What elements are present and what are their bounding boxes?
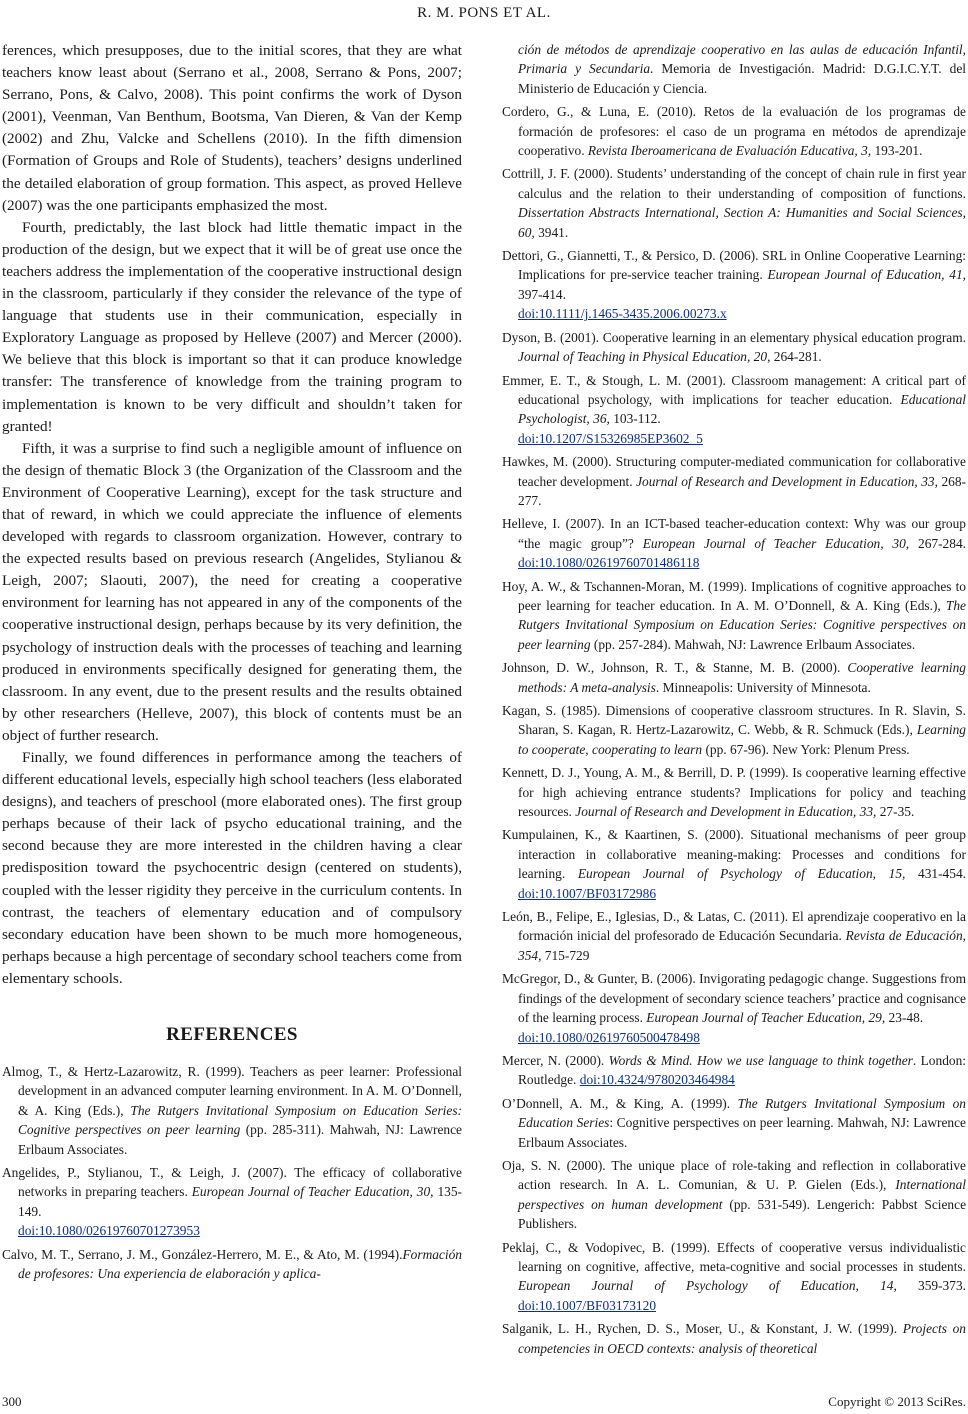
reference-text: (pp. 531-549). Lengerich: Pabbst Science Publishers.: [518, 1196, 967, 1232]
reference-entry: [502, 40, 966, 98]
doi-link[interactable]: doi:10.1080/02619760701486118: [518, 555, 700, 571]
reference-text: Johnson, D. W., Johnson, R. T., & Stanne, M. B. (2000).: [502, 660, 848, 676]
reference-text: Kennett, D. J., Young, A. M., & Berrill, D. P. (1999). Is cooperative learning effective for high achieving entrance students? Implications for policy and teaching resources.: [502, 765, 966, 820]
reference-source: Dissertation Abstracts International, Section A: Humanities and Social Sciences, 60,: [518, 205, 966, 240]
reference-entry: [502, 825, 966, 903]
reference-source: European Journal of Teacher Education, 30,: [191, 1184, 434, 1200]
reference-text: (pp. 285-311). Mahwah, NJ: Lawrence Erlbaum Associates.: [18, 1122, 462, 1157]
reference-text: 359-373.: [896, 1278, 966, 1294]
reference-entry: [502, 763, 966, 821]
reference-source: Projects on competencies in OECD contexts: analysis of theoretical: [518, 1321, 967, 1356]
reference-text: 268-277.: [518, 473, 966, 508]
reference-text: 27-35.: [876, 804, 915, 820]
reference-source: Formación de profesores: Una experiencia de elaboración y aplica-: [18, 1246, 462, 1282]
doi-link[interactable]: doi:10.1111/j.1465-3435.2006.00273.x: [518, 306, 727, 322]
body-paragraph: ferences, which presupposes, due to the initial scores, that they are what teachers know least about (Serrano et al., 2008, Serrano & Pons, 2007; Serrano, Pons, & Calvo, 2008). This point confirms the work of Dyson (2001), Veenman, Van Benthum, Bootsma, Van Dieren, & Van der Kemp (2002) and Zhu, Valcke and Schellens (2010). In the fifth dimension (Formation of Groups and Role of Students), teachers’ designs underlined the detailed elaboration of group formation. This aspect, as proved Helleve (2007) was the one participants emphasized the most.: [2, 42, 462, 214]
reference-text: 23-48.: [885, 1010, 924, 1026]
reference-text: O’Donnell, A. M., & King, A. (1999).: [502, 1095, 738, 1111]
reference-text: . Minneapolis: University of Minnesota.: [655, 679, 871, 695]
reference-entry: [502, 1319, 966, 1358]
reference-source: Learning to cooperate, cooperating to learn: [518, 722, 966, 757]
reference-source: Educational Psychologist, 36,: [518, 391, 966, 427]
references-list-left: [2, 1062, 462, 1283]
reference-entry: [502, 102, 966, 160]
reference-entry: [2, 1163, 462, 1241]
copyright-notice: Copyright © 2013 SciRes.: [828, 1394, 966, 1409]
reference-text: (pp. 257-284). Mahwah, NJ: Lawrence Erlbaum Associates.: [590, 636, 916, 652]
right-column: [502, 40, 966, 1362]
reference-text: . London: Routledge.: [518, 1052, 966, 1088]
reference-text: Emmer, E. T., & Stough, L. M. (2001). Classroom management: A critical part of educational psychology, with implications for teacher education.: [502, 372, 966, 407]
reference-source: European Journal of Teacher Education, 29,: [646, 1010, 886, 1026]
reference-source: Journal of Research and Development in Education, 33,: [636, 473, 938, 489]
references-heading: REFERENCES: [166, 1024, 298, 1046]
reference-entry: [502, 514, 966, 572]
reference-entry: [502, 577, 966, 655]
reference-entry: [502, 452, 966, 510]
reference-entry: [502, 246, 966, 324]
doi-link[interactable]: doi:10.1007/BF03173120: [518, 1297, 657, 1313]
reference-text: 135-149.: [18, 1184, 462, 1219]
reference-source: European Journal of Education, 41,: [767, 267, 966, 283]
reference-entry: [502, 1156, 966, 1234]
body-paragraph: Fourth, predictably, the last block had little thematic impact in the production of the design, but we expect that it will be of great use once the teachers address the implementation of the cooperative instructional design in the classroom, particularly if they consider the relevance of the type of language that students use in their communication, especially in Exploratory Language as proposed by Helleve (2007) and Mercer (2000). We believe that this block is important so that it can produce knowledge transfer: The transference of knowledge from the training program to implementation is known to be very difficult and shouldn’t taken for granted!: [2, 218, 462, 435]
reference-source: Cooperative learning methods: A meta-analysis: [518, 660, 967, 695]
reference-text: Oja, S. N. (2000). The unique place of role-taking and reflection in collaborative action research. In A. L. Comunian, & U. P. Gielen (Eds.),: [502, 1157, 966, 1193]
reference-entry: [502, 658, 966, 697]
reference-entry: [502, 164, 966, 242]
reference-entry: [502, 328, 966, 367]
reference-source: International perspectives on human development: [518, 1177, 966, 1212]
reference-text: . Memoria de Investigación. Madrid: D.G.I.C.Y.T. del Ministerio de Educación y Ciencia.: [518, 61, 966, 96]
reference-text: 3941.: [534, 224, 569, 240]
reference-entry: [502, 1051, 966, 1090]
reference-source: The Rutgers Invitational Symposium on Education Series: Cognitive perspectives on peer learning: [18, 1102, 462, 1138]
reference-text: Cordero, G., & Luna, E. (2010). Retos de la evaluación de los programas de formación de profesores: el caso de un programa en métodos de aprendizaje cooperativo.: [502, 104, 966, 159]
reference-text: Almog, T., & Hertz-Lazarowitz, R. (1999). Teachers as peer learner: Professional development in an advanced computer learning environment. In A. M. O’Donnell, & A. King (Eds.),: [2, 1064, 462, 1118]
reference-source: Revista de Educación, 354,: [518, 928, 966, 963]
reference-text: 397-414.: [518, 286, 566, 302]
doi-link[interactable]: doi:10.4324/9780203464984: [579, 1072, 735, 1088]
reference-text: Peklaj, C., & Vodopivec, B. (1999). Effects of cooperative versus individualistic learning on cognitive, affective, meta-cognitive and social processes in students.: [502, 1239, 966, 1274]
reference-source: Revista Iberoamericana de Evaluación Educativa, 3,: [587, 143, 872, 159]
reference-entry: [2, 1245, 462, 1284]
reference-text: Hawkes, M. (2000). Structuring computer-mediated communication for collaborative teacher development.: [502, 454, 966, 489]
body-paragraph: Finally, we found differences in performance among the teachers of different educational levels, especially high school teachers (less elaborated designs), and teachers of preschool (more elaborated ones). The first group perhaps because of their lack of psycho educational training, and the second because they are more interested in the children having a clear predisposition toward the psychocentric design (centered on students), coupled with the lesser rigidity they perceive in the curriculum contents. In contrast, the teachers of elementary education and of compulsory secondary education have been shown to be much more homogeneous, perhaps because a high percentage of secondary school teachers come from elementary schools.: [2, 749, 462, 987]
reference-text: Dyson, B. (2001). Cooperative learning in an elementary physical education program.: [502, 329, 966, 345]
reference-text: Cottrill, J. F. (2000). Students’ understanding of the concept of chain rule in first year calculus and the relation to their understanding of composition of functions.: [502, 166, 966, 201]
reference-source: Journal of Teaching in Physical Education, 20,: [518, 349, 771, 365]
reference-source: The Rutgers Invitational Symposium on Education Series: [518, 1095, 966, 1131]
running-head: R. M. PONS ET AL.: [417, 5, 551, 21]
reference-source: European Journal of Psychology of Education, 14,: [518, 1278, 897, 1294]
reference-text: Kagan, S. (1985). Dimensions of cooperative classroom structures. In R. Slavin, S. Sharan, S. Kagan, R. Hertz-Lazarowitz, C. Webb, & R. Schmuck (Eds.),: [502, 703, 966, 738]
reference-entry: [502, 1094, 966, 1152]
reference-entry: [502, 969, 966, 1047]
reference-text: Salganik, L. H., Rychen, D. S., Moser, U., & Konstant, J. W. (1999).: [502, 1321, 903, 1337]
reference-text: Hoy, A. W., & Tschannen-Moran, M. (1999). Implications of cognitive approaches to peer learning for teacher education. In A. M. O’Donnell, & A. King (Eds.),: [502, 578, 966, 613]
reference-entry: [502, 907, 966, 965]
reference-text: 431-454.: [905, 866, 966, 882]
reference-text: 264-281.: [770, 349, 822, 365]
reference-text: Dettori, G., Giannetti, T., & Persico, D. (2006). SRL in Online Cooperative Learning: Implications for pre-service teacher training.: [502, 248, 966, 283]
left-column: [2, 40, 462, 1288]
reference-text: 267-284.: [909, 535, 966, 551]
references-list-right: [502, 40, 966, 1358]
reference-source: European Journal of Teacher Education, 30,: [642, 535, 910, 551]
reference-text: 193-201.: [871, 143, 923, 159]
reference-text: Mercer, N. (2000).: [502, 1052, 609, 1068]
reference-entry: [2, 1062, 462, 1159]
reference-entry: [502, 1238, 966, 1316]
reference-source: European Journal of Psychology of Education, 15,: [577, 866, 906, 882]
reference-entry: [502, 701, 966, 759]
body-paragraph: Fifth, it was a surprise to find such a negligible amount of influence on the design of thematic Block 3 (the Organization of the Classroom and the Environment of Cooperative Learning), except for the task structure and that of reward, in which we could appreciate the influence of elements developed with regards to classroom organization. However, contrary to the expected results based on previous research (Angelides, Stylianou & Leigh, 2007; Slaouti, 2007), the need for creating a cooperative environment for learning has not appeared in any of the components of the cooperative instructional design, perhaps because by its very definition, the psychology of instruction deals with the processes of teaching and learning produced in environments specifically designed for generating them, the classroom. In any event, due to the present results and the results obtained by other researchers (Helleve, 2007), this block of contents must be an object of further research.: [2, 439, 462, 744]
doi-link[interactable]: doi:10.1207/S15326985EP3602_5: [518, 430, 703, 446]
doi-link[interactable]: doi:10.1007/BF03172986: [518, 885, 657, 901]
reference-text: Angelides, P., Stylianou, T., & Leigh, J. (2007). The efficacy of collaborative networks in preparing teachers.: [2, 1165, 462, 1200]
reference-text: 715-729: [541, 947, 590, 963]
doi-link[interactable]: doi:10.1080/02619760500478498: [518, 1029, 700, 1045]
reference-source: ción de métodos de aprendizaje cooperativo en las aulas de educación Infantil, Primaria y Secundaria: [518, 42, 966, 77]
reference-text: Helleve, I. (2007). In an ICT-based teacher-education context: Why was our group “the magic group”?: [502, 516, 966, 551]
reference-source: The Rutgers Invitational Symposium on Education Series: Cognitive perspectives on peer learning: [518, 597, 966, 652]
reference-entry: [502, 371, 966, 449]
reference-text: León, B., Felipe, E., Iglesias, D., & Latas, C. (2011). El aprendizaje cooperativo en la formación inicial del profesorado de Educación Secundaria.: [502, 909, 966, 944]
reference-source: Journal of Research and Development in Education, 33,: [575, 804, 877, 820]
page-number: 300: [2, 1394, 22, 1409]
reference-text: Kumpulainen, K., & Kaartinen, S. (2000). Situational mechanisms of peer group interaction in collaborative meaning-making: Processes and conditions for learning.: [502, 827, 966, 882]
reference-text: Calvo, M. T., Serrano, J. M., González-Herrero, M. E., & Ato, M. (1994).: [2, 1246, 403, 1262]
reference-text: 103-112.: [609, 411, 661, 427]
doi-link[interactable]: doi:10.1080/02619760701273953: [18, 1223, 200, 1239]
reference-text: (pp. 67-96). New York: Plenum Press.: [702, 741, 910, 757]
reference-text: : Cognitive perspectives on peer learning. Mahwah, NJ: Lawrence Erlbaum Associates.: [518, 1115, 966, 1150]
reference-source: Words & Mind. How we use language to think together: [608, 1052, 913, 1068]
reference-text: McGregor, D., & Gunter, B. (2006). Invigorating pedagogic change. Suggestions from findings of the development of secondary science teachers’ practice and cognisance of the learning process.: [502, 971, 966, 1026]
